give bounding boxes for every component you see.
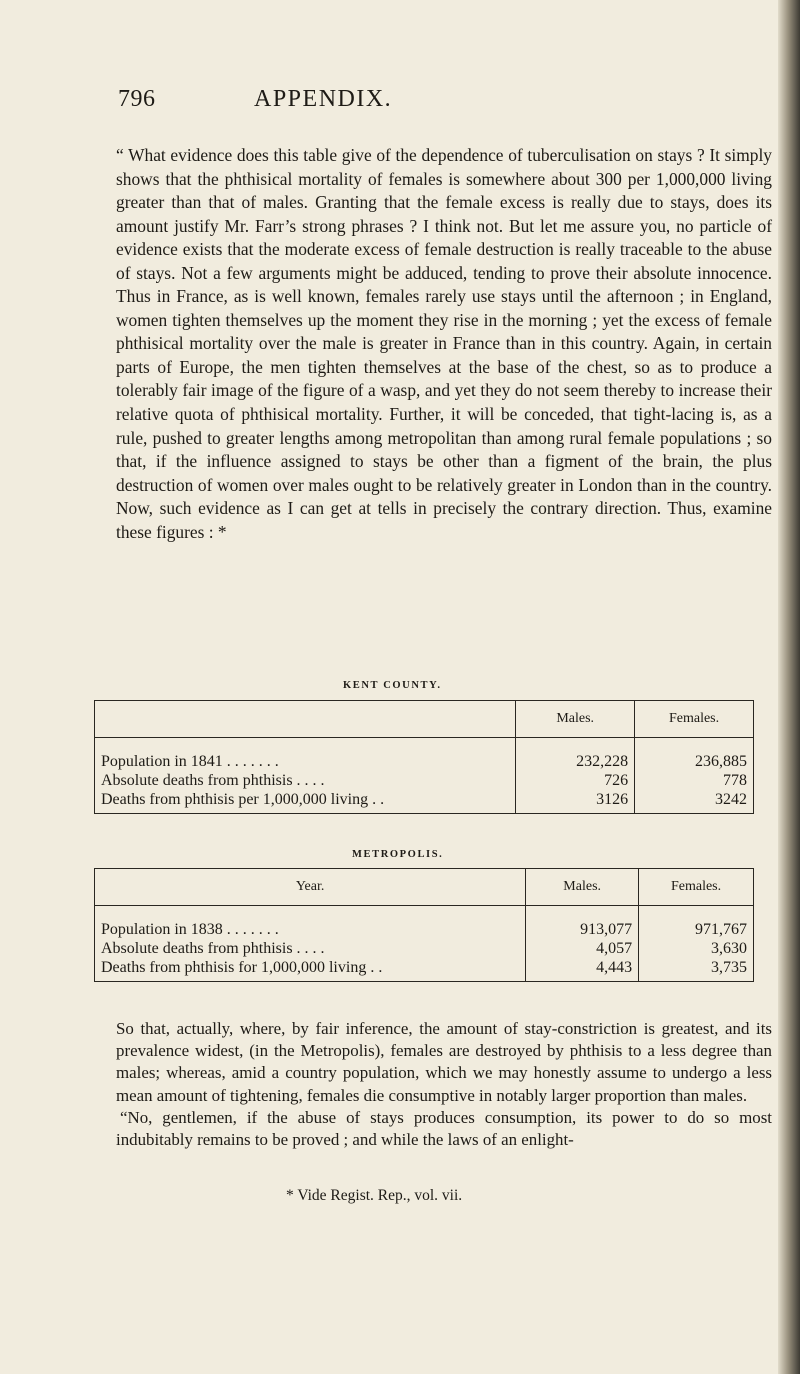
kent-county-table xyxy=(94,700,754,814)
closing-paragraph-2: “No, gentlemen, if the abuse of stays produces consumption, its power to do so most indubitably remains to be proved ; and while the laws of an enlight- xyxy=(116,1107,772,1150)
males-value: 913,077 xyxy=(526,906,639,940)
footnote: * Vide Regist. Rep., vol. vii. xyxy=(286,1187,463,1204)
males-value: 232,228 xyxy=(516,738,635,772)
females-value: 3242 xyxy=(635,790,754,814)
kent-header-females: Females. xyxy=(635,701,754,738)
metro-header-females: Females. xyxy=(639,869,754,906)
table-row xyxy=(95,906,754,940)
metro-table-caption: METROPOLIS. xyxy=(352,849,444,860)
intro-paragraph: “ What evidence does this table give of the dependence of tuberculisation on stays ? It simply shows that the phthisical mortality of females is somewhere about 300 per 1,000,000 living greater than that of males. Granting that the female excess is really due to stays, does its amount justify Mr. Farr’s strong phrases ? I think not. But let me assure you, no particle of evidence exists that the moderate excess of female destruction is really traceable to the abuse of stays. Not a few arguments might be adduced, tending to prove their absolute innocence. Thus in France, as is well known, females rarely use stays until the afternoon ; in England, women tighten themselves up the moment they rise in the morning ; yet the excess of female phthisical mortality over the male is greater in France than in this country. Again, in certain parts of Europe, the men tighten themselves at the base of the chest, so as to produce a tolerably fair image of the figure of a wasp, and yet they do not seem thereby to increase their relative quota of phthisical mortality. Further, it will be conceded, that tight-lacing is, as a rule, pushed to greater lengths among metropolitan than among rural female populations ; so that, if the influence assigned to stays be other than a figment of the brain, the plus destruction of women over males ought to be relatively greater in London than in the country. Now, such evidence as I can get at tells in precisely the contrary direction. Thus, examine these figures : * xyxy=(116,145,772,542)
metro-header-label: Year. xyxy=(95,869,526,906)
kent-table-header-row xyxy=(95,701,754,738)
table-row xyxy=(95,958,754,982)
kent-table-caption: KENT COUNTY. xyxy=(343,680,442,691)
kent-header-label xyxy=(95,701,516,738)
page-number: 796 xyxy=(118,86,156,112)
row-label: Population in 1841 . . . . . . . xyxy=(95,738,516,772)
females-value: 971,767 xyxy=(639,906,754,940)
closing-paragraph-1: So that, actually, where, by fair inference, the amount of stay-constriction is greatest, and its prevalence widest, (in the Metropolis), females are destroyed by phthisis to a less degree than males; whereas, amid a country population, which we may honestly assume to undergo a less mean amount of tightening, females die consumptive in notably larger proportion than males. xyxy=(116,1019,772,1105)
males-value: 726 xyxy=(516,771,635,790)
intro-paragraph-block xyxy=(116,144,772,544)
females-value: 236,885 xyxy=(635,738,754,772)
males-value: 4,443 xyxy=(526,958,639,982)
metro-table-header-row xyxy=(95,869,754,906)
row-label: Absolute deaths from phthisis . . . . xyxy=(95,771,516,790)
kent-header-males: Males. xyxy=(516,701,635,738)
row-label: Absolute deaths from phthisis . . . . xyxy=(95,939,526,958)
table-row xyxy=(95,790,754,814)
table-row xyxy=(95,738,754,772)
females-value: 3,630 xyxy=(639,939,754,958)
females-value: 778 xyxy=(635,771,754,790)
males-value: 3126 xyxy=(516,790,635,814)
table-row xyxy=(95,771,754,790)
row-label: Deaths from phthisis per 1,000,000 living . . xyxy=(95,790,516,814)
page-header xyxy=(118,86,658,126)
metropolis-table xyxy=(94,868,754,982)
row-label: Deaths from phthisis for 1,000,000 living . . xyxy=(95,958,526,982)
book-binding-edge xyxy=(778,0,800,1374)
row-label: Population in 1838 . . . . . . . xyxy=(95,906,526,940)
closing-paragraphs xyxy=(116,1018,772,1151)
metro-header-males: Males. xyxy=(526,869,639,906)
table-row xyxy=(95,939,754,958)
males-value: 4,057 xyxy=(526,939,639,958)
running-head: APPENDIX. xyxy=(254,86,393,112)
females-value: 3,735 xyxy=(639,958,754,982)
